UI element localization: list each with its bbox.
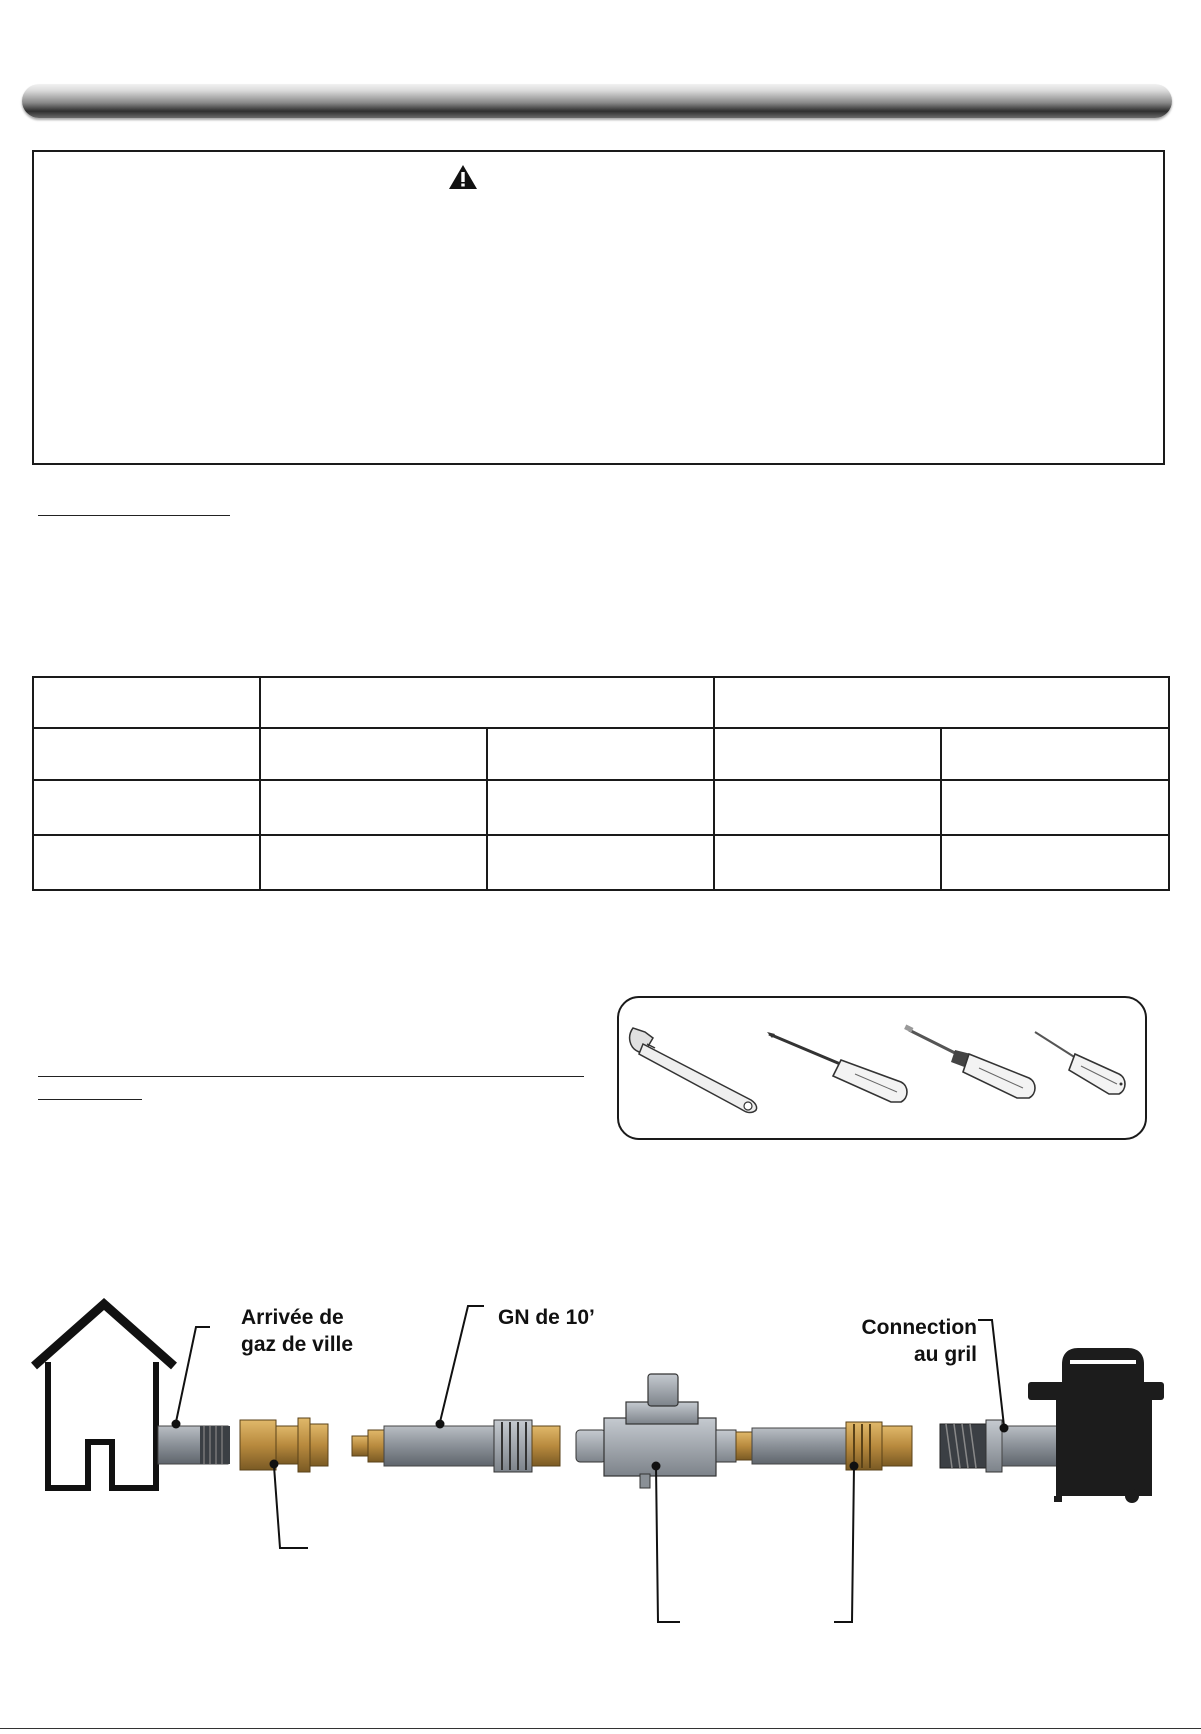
table-cell (33, 677, 260, 728)
page-bottom-rule (0, 1728, 1201, 1729)
small-screwdriver-icon (1035, 1032, 1125, 1094)
table-cell (33, 780, 260, 835)
table-cell (487, 835, 714, 890)
gas-inlet-label: Arrivée de gaz de ville (241, 1306, 354, 1356)
quick-connect-socket (240, 1418, 328, 1472)
table-row (33, 728, 1169, 780)
adjustable-wrench-icon (630, 1028, 757, 1113)
table-cell (260, 677, 714, 728)
table-cell (260, 780, 487, 835)
section-heading-underline (38, 515, 230, 516)
table-cell (260, 835, 487, 890)
gas-connection-diagram (0, 1290, 1201, 1650)
grill-hose (736, 1422, 912, 1470)
grill-connection-pipe (940, 1420, 1058, 1472)
specification-table (32, 676, 1170, 891)
table-cell (33, 835, 260, 890)
table-cell (714, 780, 941, 835)
table-row (33, 780, 1169, 835)
grill-connection-label: Connection au gril (861, 1316, 977, 1366)
table-cell (714, 835, 941, 890)
flat-screwdriver-icon (904, 1024, 1035, 1098)
warning-box (32, 150, 1165, 465)
table-cell (260, 728, 487, 780)
table-cell (941, 728, 1169, 780)
table-cell (941, 780, 1169, 835)
hose-label: GN de 10’ (498, 1306, 595, 1329)
tools-box (617, 996, 1147, 1140)
table-cell (487, 780, 714, 835)
table-cell (714, 677, 1169, 728)
header-banner (22, 84, 1172, 118)
phillips-screwdriver-icon (767, 1032, 907, 1102)
table-cell (487, 728, 714, 780)
gas-inlet-pipe (158, 1426, 230, 1464)
natural-gas-hose (352, 1420, 560, 1472)
table-row (33, 835, 1169, 890)
tools-heading-underline-1 (38, 1076, 584, 1077)
table-header-row (33, 677, 1169, 728)
table-cell (941, 835, 1169, 890)
tools-heading-underline-2 (38, 1099, 142, 1100)
table-cell (714, 728, 941, 780)
table-cell (33, 728, 260, 780)
warning-triangle-icon (448, 164, 478, 190)
house-icon (34, 1304, 174, 1488)
